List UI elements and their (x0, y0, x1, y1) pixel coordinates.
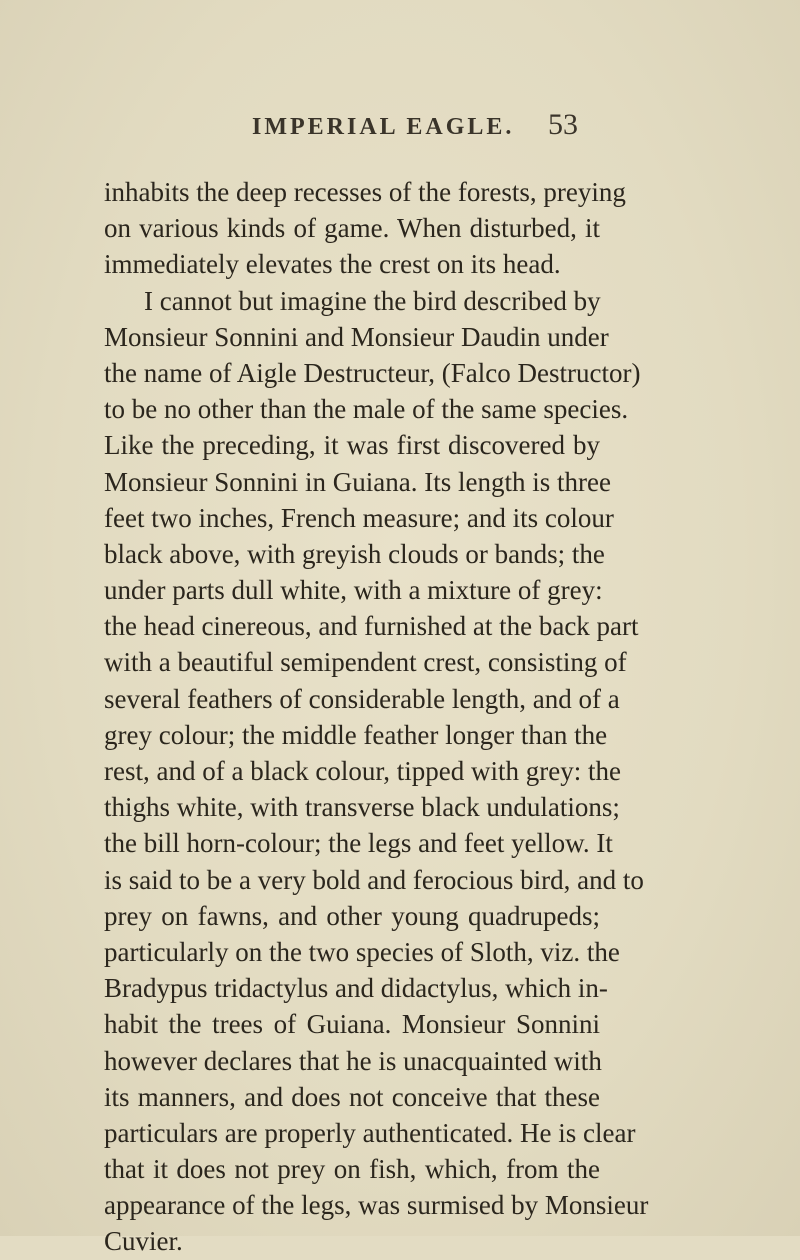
text-line: habit the trees of Guiana. Monsieur Sonnini (104, 1009, 600, 1040)
text-line: Bradypus tridactylus and didactylus, which in- (104, 973, 608, 1004)
text-line: inhabits the deep recesses of the forests, preying (104, 177, 626, 207)
text-line: I cannot but imagine the bird described by (144, 285, 601, 316)
text-line: the name of Aigle Destructeur, (Falco Destructor) (104, 357, 641, 388)
text-line: particulars are properly authenticated. He is clear (104, 1117, 636, 1148)
text-line: its manners, and does not conceive that these (104, 1081, 600, 1112)
text-line: grey colour; the middle feather longer than the (104, 719, 608, 750)
page-header (252, 106, 602, 146)
text-line: that it does not prey on fish, which, from the (104, 1154, 600, 1185)
text-line: appearance of the legs, was surmised by Monsieur (104, 1190, 649, 1221)
text-line: to be no other than the male of the same species. (104, 394, 629, 425)
text-line: the head cinereous, and furnished at the back part (104, 611, 639, 642)
text-line: Like the preceding, it was first discovered by (104, 430, 600, 461)
text-line: thighs white, with transverse black undulations; (104, 792, 620, 823)
text-line: with a beautiful semipendent crest, consisting of (104, 647, 627, 678)
text-line: Cuvier. (104, 1226, 183, 1257)
text-line: particularly on the two species of Sloth, viz. the (104, 936, 620, 967)
page-number: 53 (548, 108, 578, 141)
running-title: IMPERIAL EAGLE. (252, 114, 515, 140)
text-line: Monsieur Sonnini in Guiana. Its length is three (104, 466, 611, 497)
text-line: rest, and of a black colour, tipped with grey: the (104, 756, 622, 786)
text-line: the bill horn-colour; the legs and feet yellow. It (104, 828, 613, 859)
body-text (104, 174, 649, 1260)
text-line: several feathers of considerable length, and of a (104, 683, 620, 714)
text-line: black above, with greyish clouds or bands; the (104, 538, 605, 569)
text-line: Monsieur Sonnini and Monsieur Daudin under (104, 321, 609, 352)
text-line: feet two inches, French measure; and its colour (104, 502, 614, 533)
text-line: on various kinds of game. When disturbed, it (104, 213, 600, 244)
text-line: is said to be a very bold and ferocious bird, and to (104, 864, 644, 895)
text-line: under parts dull white, with a mixture of grey: (104, 575, 603, 606)
text-line: immediately elevates the crest on its head. (104, 249, 561, 280)
text-line: however declares that he is unacquainted with (104, 1045, 602, 1076)
text-line: prey on fawns, and other young quadrupeds; (104, 900, 600, 931)
